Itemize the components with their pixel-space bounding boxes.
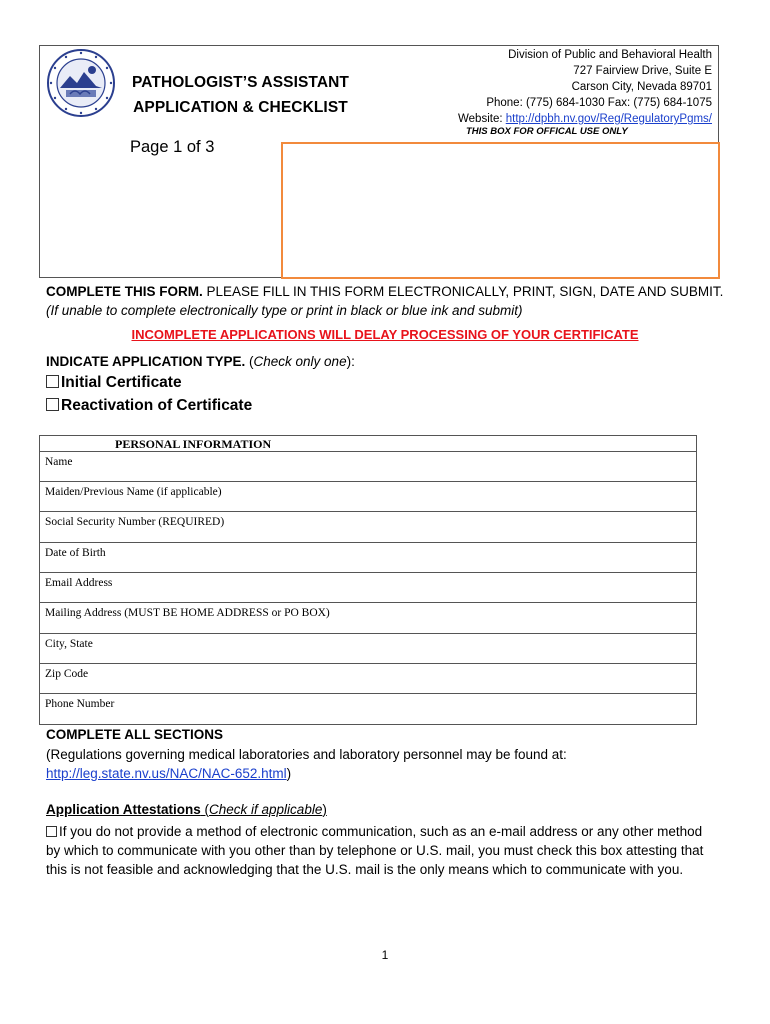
field-maiden-name[interactable] (39, 481, 697, 511)
agency-phone-fax: Phone: (775) 684-1030 Fax: (775) 684-1075 (486, 97, 712, 109)
page-label: Page 1 of 3 (130, 138, 215, 156)
attestation-text: If you do not provide a method of electronic communication, such as an e-mail address or any other method by which to communicate with you other than by telephone or U.S. mail, you must check this box attesting that this is not feasible and acknowledging that the U.S. mail is the only means which to communicate with you. (46, 824, 704, 877)
nevada-state-seal (46, 48, 116, 118)
field-phone-number[interactable] (39, 693, 697, 723)
application-type-label (46, 354, 355, 369)
field-city-state[interactable] (39, 633, 697, 663)
regulations-link-line (46, 764, 567, 783)
instructions-italic: (If unable to complete electronically type or print in black or blue ink and submit) (46, 303, 523, 318)
checkbox-mail-only-attestation[interactable] (46, 826, 57, 837)
complete-sections-body (46, 745, 567, 783)
checkbox-reactivation[interactable] (46, 398, 59, 411)
attestations-title: Application Attestations (46, 802, 201, 817)
field-email[interactable] (39, 572, 697, 602)
form-title-line2: APPLICATION & CHECKLIST (133, 99, 348, 116)
form-title (128, 70, 353, 120)
field-ssn[interactable] (39, 511, 697, 541)
option-initial-certificate-label: Initial Certificate (61, 374, 182, 391)
incomplete-warning: INCOMPLETE APPLICATIONS WILL DELAY PROCESSING OF YOUR CERTIFICATE (131, 327, 639, 342)
instructions-bold: COMPLETE THIS FORM. (46, 284, 203, 299)
personal-info-heading: PERSONAL INFORMATION (115, 437, 272, 451)
application-type-paren-open: ( (245, 354, 254, 369)
attestations-heading (46, 802, 327, 817)
field-label: Name (45, 456, 73, 468)
field-date-of-birth[interactable] (39, 542, 697, 572)
official-use-box (281, 142, 720, 279)
regulations-link[interactable]: http://leg.state.nv.us/NAC/NAC-652.html (46, 766, 287, 781)
option-initial-certificate[interactable] (46, 374, 182, 392)
agency-address-line1: 727 Fairview Drive, Suite E (573, 65, 712, 77)
official-use-label: THIS BOX FOR OFFICAL USE ONLY (466, 126, 628, 137)
field-mailing-address[interactable] (39, 602, 697, 632)
option-reactivation-label: Reactivation of Certificate (61, 397, 253, 414)
field-label: Social Security Number (REQUIRED) (45, 516, 225, 528)
field-label: Maiden/Previous Name (if applicable) (45, 486, 222, 498)
agency-info (458, 47, 712, 127)
complete-sections-text: (Regulations governing medical laboratories and laboratory personnel may be found at: (46, 747, 567, 762)
application-type-italic: Check only one (253, 354, 347, 369)
attestations-paren-close: ) (322, 802, 327, 817)
instructions (46, 282, 726, 320)
website-link[interactable]: http://dpbh.nv.gov/Reg/RegulatoryPgms/ (505, 113, 712, 125)
application-type-paren-close: ): (346, 354, 355, 369)
field-label: City, State (45, 638, 93, 650)
website-label: Website: (458, 113, 506, 125)
checkbox-initial-certificate[interactable] (46, 375, 59, 388)
agency-website (458, 111, 712, 127)
field-label: Zip Code (45, 668, 89, 680)
option-reactivation[interactable] (46, 397, 252, 415)
regulations-close-paren: ) (286, 766, 292, 781)
field-name[interactable] (39, 451, 697, 481)
agency-address-line2: Carson City, Nevada 89701 (571, 81, 712, 93)
page-number: 1 (381, 948, 389, 962)
field-label: Phone Number (45, 698, 115, 710)
attestations-paren-open: ( (200, 802, 210, 817)
agency-name: Division of Public and Behavioral Health (508, 49, 712, 61)
field-label: Email Address (45, 577, 113, 589)
attestations-italic: Check if applicable (209, 802, 323, 817)
field-label: Date of Birth (45, 547, 106, 559)
field-label: Mailing Address (MUST BE HOME ADDRESS or PO BOX) (45, 607, 330, 619)
application-type-bold: INDICATE APPLICATION TYPE. (46, 354, 246, 369)
field-zip-code[interactable] (39, 663, 697, 693)
complete-sections-heading: COMPLETE ALL SECTIONS (46, 727, 224, 742)
form-title-line1: PATHOLOGIST’S ASSISTANT (131, 74, 349, 91)
instructions-normal: PLEASE FILL IN THIS FORM ELECTRONICALLY, PRINT, SIGN, DATE AND SUBMIT. (202, 284, 724, 299)
attestation-item (46, 822, 716, 879)
